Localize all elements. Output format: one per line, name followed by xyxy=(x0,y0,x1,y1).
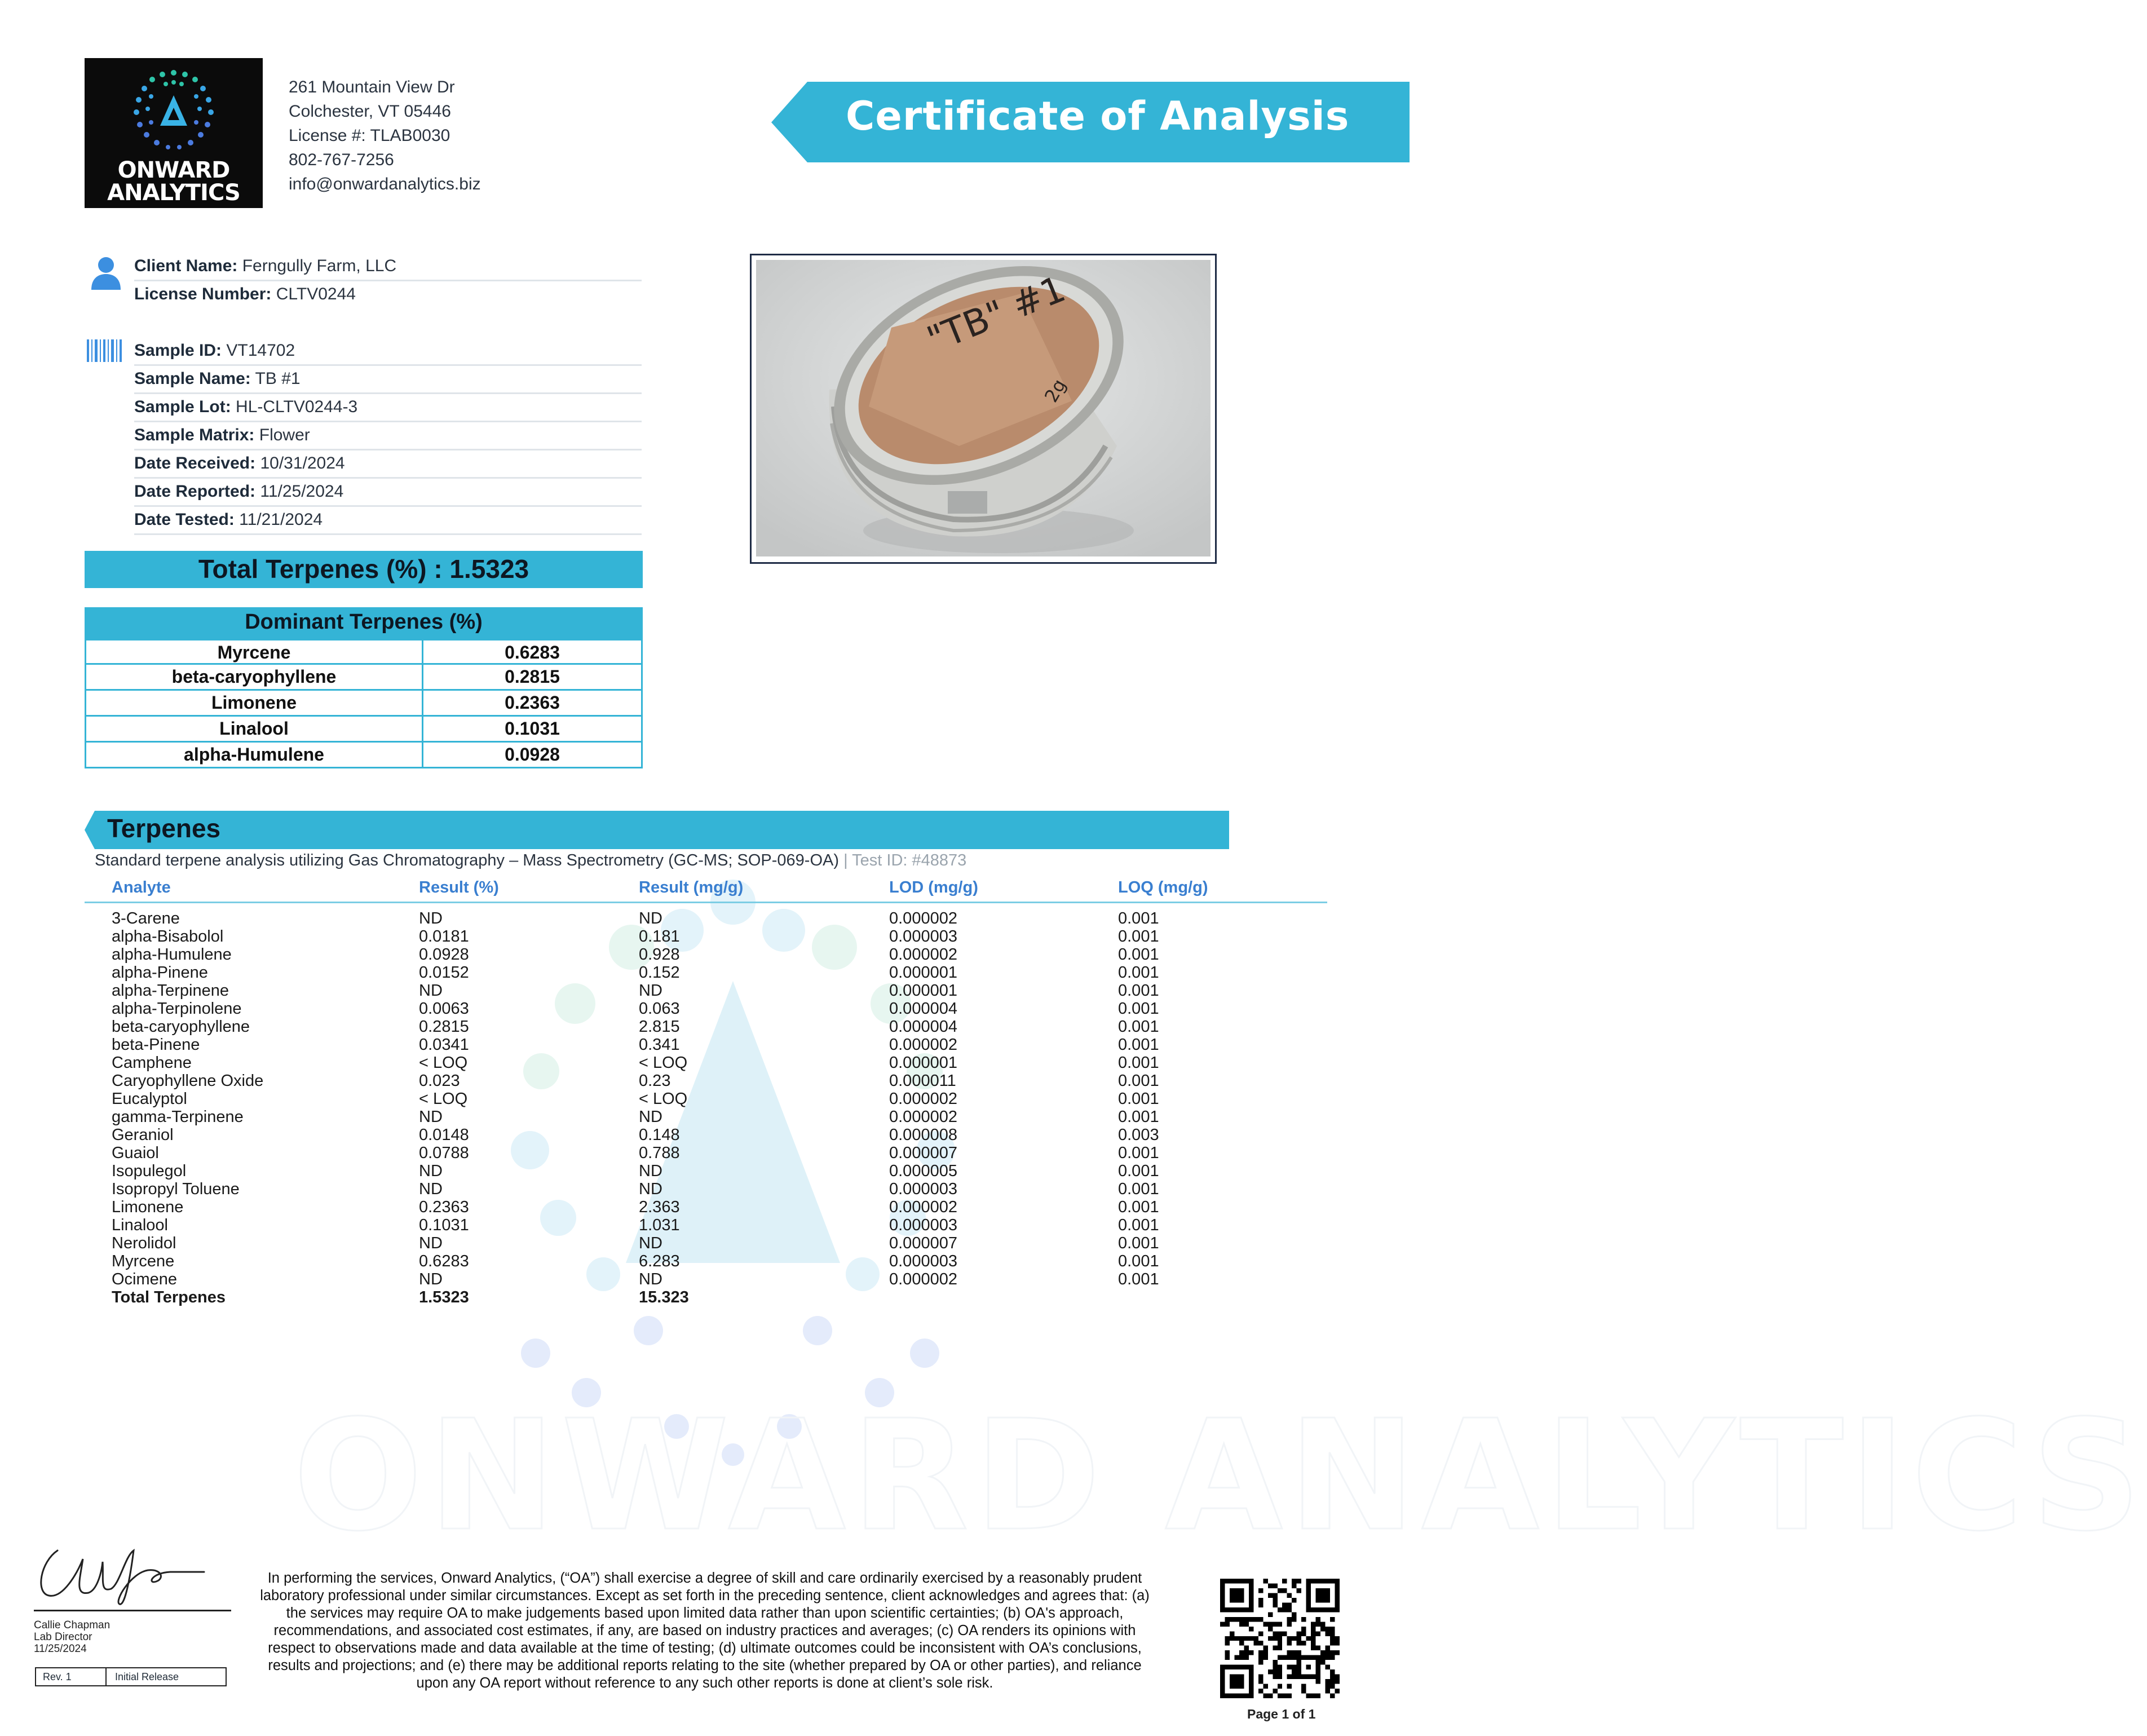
client-name-label: Client Name: xyxy=(134,257,238,275)
dominant-name: Limonene xyxy=(86,691,423,715)
column-header-result-mgg: Result (mg/g) xyxy=(639,878,744,896)
cell-loq: 0.001 xyxy=(1118,982,1159,1000)
cell-loq: 0.001 xyxy=(1118,1054,1159,1072)
cell-analyte: Nerolidol xyxy=(112,1234,176,1252)
table-row xyxy=(0,1162,1353,1180)
cell-result-percent: ND xyxy=(419,1234,443,1252)
table-row xyxy=(0,927,1353,946)
cell-loq: 0.001 xyxy=(1118,927,1159,946)
cell-loq: 0.001 xyxy=(1118,1018,1159,1036)
table-row xyxy=(0,1198,1353,1216)
cell-result-percent: 0.6283 xyxy=(419,1252,469,1270)
cell-result-percent: 0.0341 xyxy=(419,1036,469,1054)
table-row xyxy=(0,1054,1353,1072)
cell-result-percent: ND xyxy=(419,1108,443,1126)
cell-result-percent: ND xyxy=(419,1162,443,1180)
sample-photo xyxy=(756,260,1211,556)
cell-result-percent: 0.0063 xyxy=(419,1000,469,1018)
terpenes-title: Terpenes xyxy=(107,814,221,843)
revision-note: Initial Release xyxy=(115,1671,179,1682)
cell-result-percent: 0.0928 xyxy=(419,946,469,964)
cell-loq: 0.001 xyxy=(1118,1090,1159,1108)
dominant-value: 0.6283 xyxy=(505,642,560,662)
cell-result-mgg: ND xyxy=(639,1180,662,1198)
sign-date: 11/25/2024 xyxy=(34,1643,87,1655)
dominant-name: alpha-Humulene xyxy=(86,743,423,767)
date-tested-value: 11/21/2024 xyxy=(239,510,323,529)
sample-matrix-label: Sample Matrix: xyxy=(134,426,255,444)
column-header-analyte: Analyte xyxy=(112,878,171,896)
table-row xyxy=(85,665,643,691)
cell-loq: 0.001 xyxy=(1118,1072,1159,1090)
sample-name-label: Sample Name: xyxy=(134,369,251,388)
cell-result-mgg: 0.341 xyxy=(639,1036,680,1054)
cell-analyte: alpha-Pinene xyxy=(112,964,208,982)
date-received xyxy=(134,453,642,474)
cell-result-percent: 0.0788 xyxy=(419,1144,469,1162)
cell-result-percent: 0.0152 xyxy=(419,964,469,982)
table-row xyxy=(0,1108,1353,1126)
cell-lod: 0.000004 xyxy=(889,1018,957,1036)
cell-loq: 0.001 xyxy=(1118,1108,1159,1126)
dominant-name: Myrcene xyxy=(86,640,423,665)
divider xyxy=(134,364,642,366)
cell-loq: 0.001 xyxy=(1118,1198,1159,1216)
date-received-label: Date Received: xyxy=(134,454,256,472)
cell-analyte: beta-Pinene xyxy=(112,1036,200,1054)
divider xyxy=(134,449,642,450)
cell-analyte: alpha-Terpinene xyxy=(112,982,229,1000)
cell-analyte: Total Terpenes xyxy=(112,1288,226,1306)
client-name-value: Ferngully Farm, LLC xyxy=(242,257,397,275)
date-received-value: 10/31/2024 xyxy=(260,454,345,472)
client-name xyxy=(134,256,642,276)
cell-analyte: Limonene xyxy=(112,1198,184,1216)
sample-matrix xyxy=(134,425,642,445)
sample-lot xyxy=(134,397,642,417)
table-row xyxy=(0,1216,1353,1234)
cell-result-mgg: 0.152 xyxy=(639,964,680,982)
cell-loq: 0.001 xyxy=(1118,946,1159,964)
cell-result-mgg: 0.148 xyxy=(639,1126,680,1144)
sample-name xyxy=(134,369,642,389)
dominant-name: Linalool xyxy=(86,717,423,741)
dominant-value: 0.2815 xyxy=(505,666,560,687)
qr-code-icon[interactable] xyxy=(1220,1579,1340,1698)
cell-loq: 0.001 xyxy=(1118,1162,1159,1180)
dominant-name: beta-caryophyllene xyxy=(86,665,423,689)
cell-result-mgg: ND xyxy=(639,1162,662,1180)
cell-result-percent: 0.2363 xyxy=(419,1198,469,1216)
cell-lod: 0.000007 xyxy=(889,1144,957,1162)
table-row xyxy=(85,743,643,768)
cell-result-percent: ND xyxy=(419,1270,443,1288)
table-row xyxy=(0,1072,1353,1090)
cell-lod: 0.000002 xyxy=(889,946,957,964)
cell-analyte: alpha-Terpinolene xyxy=(112,1000,242,1018)
cell-result-percent: 0.2815 xyxy=(419,1018,469,1036)
cell-loq: 0.001 xyxy=(1118,909,1159,927)
sample-matrix-value: Flower xyxy=(259,426,310,444)
cell-result-mgg: 0.063 xyxy=(639,1000,680,1018)
table-row xyxy=(0,1234,1353,1252)
cell-result-mgg: 6.283 xyxy=(639,1252,680,1270)
sample-lot-value: HL-CLTV0244-3 xyxy=(236,397,358,416)
cell-analyte: beta-caryophyllene xyxy=(112,1018,250,1036)
person-icon xyxy=(88,255,124,291)
revision-number: Rev. 1 xyxy=(36,1668,107,1685)
cell-result-percent: 0.1031 xyxy=(419,1216,469,1234)
company-logo xyxy=(85,58,263,208)
cell-analyte: gamma-Terpinene xyxy=(112,1108,244,1126)
sample-jar-illustration xyxy=(756,260,1211,556)
test-id: | Test ID: #48873 xyxy=(839,851,967,869)
cell-result-percent: < LOQ xyxy=(419,1090,468,1108)
date-tested xyxy=(134,510,642,530)
total-terpenes-summary: Total Terpenes (%) : 1.5323 xyxy=(198,554,529,584)
divider xyxy=(134,280,642,281)
cell-lod: 0.000003 xyxy=(889,1180,957,1198)
cell-loq: 0.001 xyxy=(1118,1180,1159,1198)
total-row xyxy=(0,1288,1353,1306)
table-row xyxy=(0,1090,1353,1108)
cell-result-mgg: ND xyxy=(639,1234,662,1252)
divider xyxy=(134,392,642,394)
cell-lod: 0.000002 xyxy=(889,1108,957,1126)
cell-lod: 0.000001 xyxy=(889,1054,957,1072)
page-number: Page 1 of 1 xyxy=(1247,1707,1316,1721)
column-header-loq: LOQ (mg/g) xyxy=(1118,878,1208,896)
barcode-icon xyxy=(87,339,124,362)
cell-result-percent: ND xyxy=(419,982,443,1000)
sample-id-label: Sample ID: xyxy=(134,341,222,360)
cell-analyte: Guaiol xyxy=(112,1144,159,1162)
dominant-value: 0.1031 xyxy=(505,718,560,739)
table-row xyxy=(0,982,1353,1000)
date-reported-label: Date Reported: xyxy=(134,482,256,501)
cell-analyte: Caryophyllene Oxide xyxy=(112,1072,264,1090)
cell-result-mgg: 2.363 xyxy=(639,1198,680,1216)
divider xyxy=(134,505,642,507)
cell-result-percent: ND xyxy=(419,1180,443,1198)
client-license-value: CLTV0244 xyxy=(276,285,356,303)
cell-result-mgg: 0.23 xyxy=(639,1072,671,1090)
photo-weight-text: 2g xyxy=(1040,375,1071,406)
cell-lod: 0.000003 xyxy=(889,1216,957,1234)
cell-loq: 0.001 xyxy=(1118,1144,1159,1162)
cell-lod: 0.000007 xyxy=(889,1234,957,1252)
signature-line xyxy=(34,1610,231,1611)
cell-analyte: Eucalyptol xyxy=(112,1090,187,1108)
table-row xyxy=(0,964,1353,982)
cell-result-percent: 0.023 xyxy=(419,1072,460,1090)
logo-word-2: ANALYTICS xyxy=(107,180,240,206)
signer-title: Lab Director xyxy=(34,1631,92,1643)
date-reported-value: 11/25/2024 xyxy=(260,482,344,501)
dominant-value: 0.2363 xyxy=(505,692,560,713)
photo-lid-text: "TB" #1 xyxy=(921,268,1071,361)
table-row xyxy=(0,1252,1353,1270)
table-row xyxy=(0,1126,1353,1144)
email-link[interactable]: info@onwardanalytics.biz xyxy=(289,175,481,193)
cell-lod: 0.000004 xyxy=(889,1000,957,1018)
sample-name-value: TB #1 xyxy=(255,369,301,388)
divider xyxy=(134,533,642,535)
table-row xyxy=(0,1180,1353,1198)
table-row xyxy=(0,1036,1353,1054)
cell-lod: 0.000008 xyxy=(889,1126,957,1144)
cell-analyte: Isopropyl Toluene xyxy=(112,1180,240,1198)
cell-result-mgg: 0.181 xyxy=(639,927,680,946)
client-license-label: License Number: xyxy=(134,285,272,303)
cell-lod: 0.000001 xyxy=(889,982,957,1000)
cell-loq: 0.001 xyxy=(1118,1216,1159,1234)
signer-name: Callie Chapman xyxy=(34,1619,111,1631)
document-title: Certificate of Analysis xyxy=(846,93,1350,139)
cell-analyte: Myrcene xyxy=(112,1252,175,1270)
cell-lod: 0.000002 xyxy=(889,1090,957,1108)
cell-loq: 0.003 xyxy=(1118,1126,1159,1144)
sample-lot-label: Sample Lot: xyxy=(134,397,231,416)
divider xyxy=(134,421,642,422)
client-license xyxy=(134,284,642,304)
address-phone: 802-767-7256 xyxy=(289,151,394,169)
cell-result-percent: 0.0148 xyxy=(419,1126,469,1144)
cell-lod: 0.000005 xyxy=(889,1162,957,1180)
date-tested-label: Date Tested: xyxy=(134,510,235,529)
cell-result-percent: 0.0181 xyxy=(419,927,469,946)
cell-lod: 0.000002 xyxy=(889,1036,957,1054)
address-city: Colchester, VT 05446 xyxy=(289,102,451,121)
cell-analyte: Isopulegol xyxy=(112,1162,187,1180)
cell-lod: 0.000002 xyxy=(889,1198,957,1216)
disclaimer-text: In performing the services, Onward Analytics, (“OA”) shall exercise a degree of skill and care ordinarily exercised by a reasonably prudent laboratory professional under similar circumstances. Except as set forth in the preceding sentence, client acknowledges and agrees that: (a) the services may require OA to make judgements based upon limited data rather than upon scientific certainties; (b) OA's approach, recommendations, and associated cost estimates, if any, are based on industry practices and averages; (c) OA renders its opinions with respect to observations made and data available at the time of testing; (d) ultimate outcomes could be inconsistent with OA’s conclusions, results and projections; and (e) there may be additional reports relating to the site (whether prepared by OA or other parties), and reliance upon any OA report without reference to any such other reports is done at client’s sole risk. xyxy=(260,1570,1150,1691)
cell-analyte: alpha-Bisabolol xyxy=(112,927,224,946)
cell-lod: 0.000011 xyxy=(889,1072,956,1090)
cell-result-mgg: 2.815 xyxy=(639,1018,680,1036)
date-reported xyxy=(134,482,642,502)
table-row xyxy=(0,909,1353,927)
cell-result-mgg: 15.323 xyxy=(639,1288,689,1306)
address-street: 261 Mountain View Dr xyxy=(289,78,455,96)
cell-lod: 0.000001 xyxy=(889,964,957,982)
table-row xyxy=(0,1270,1353,1288)
table-row xyxy=(0,1144,1353,1162)
method-text: Standard terpene analysis utilizing Gas Chromatography – Mass Spectrometry (GC-MS; SOP-069-OA) xyxy=(95,851,840,869)
cell-analyte: 3-Carene xyxy=(112,909,180,927)
cell-lod: 0.000003 xyxy=(889,927,957,946)
table-row xyxy=(0,1018,1353,1036)
cell-loq: 0.001 xyxy=(1118,1036,1159,1054)
cell-lod: 0.000002 xyxy=(889,1270,957,1288)
logo-mark-icon xyxy=(129,68,219,153)
cell-result-percent: < LOQ xyxy=(419,1054,468,1072)
cell-result-mgg: 0.788 xyxy=(639,1144,680,1162)
cell-lod: 0.000002 xyxy=(889,909,957,927)
cell-result-mgg: < LOQ xyxy=(639,1090,688,1108)
table-row xyxy=(85,639,643,665)
cell-loq: 0.001 xyxy=(1118,1000,1159,1018)
logo-word-1: ONWARD xyxy=(117,157,230,183)
column-header-result-percent: Result (%) xyxy=(419,878,499,896)
table-row xyxy=(0,946,1353,964)
sample-id-value: VT14702 xyxy=(226,341,295,360)
cell-analyte: Geraniol xyxy=(112,1126,174,1144)
address-email[interactable] xyxy=(289,173,481,196)
cell-result-percent: 1.5323 xyxy=(419,1288,469,1306)
cell-lod: 0.000003 xyxy=(889,1252,957,1270)
cell-result-mgg: 0.928 xyxy=(639,946,680,964)
cell-analyte: alpha-Humulene xyxy=(112,946,232,964)
table-row xyxy=(85,691,643,717)
cell-result-percent: ND xyxy=(419,909,443,927)
cell-loq: 0.001 xyxy=(1118,1234,1159,1252)
address-license: License #: TLAB0030 xyxy=(289,126,450,145)
divider xyxy=(134,477,642,479)
watermark-text: ONWARD ANALYTICS xyxy=(293,1387,2147,1565)
dominant-terpenes-title: Dominant Terpenes (%) xyxy=(245,610,483,634)
table-row xyxy=(85,717,643,743)
cell-loq: 0.001 xyxy=(1118,1252,1159,1270)
cell-result-mgg: < LOQ xyxy=(639,1054,688,1072)
cell-result-mgg: ND xyxy=(639,1108,662,1126)
cell-analyte: Ocimene xyxy=(112,1270,178,1288)
signature-icon xyxy=(35,1539,215,1607)
cell-analyte: Linalool xyxy=(112,1216,168,1234)
cell-result-mgg: 1.031 xyxy=(639,1216,680,1234)
cell-loq: 0.001 xyxy=(1118,964,1159,982)
cell-result-mgg: ND xyxy=(639,982,662,1000)
column-header-lod: LOD (mg/g) xyxy=(889,878,978,896)
dominant-value: 0.0928 xyxy=(505,744,560,765)
table-row xyxy=(0,1000,1353,1018)
sample-id xyxy=(134,341,642,361)
cell-result-mgg: ND xyxy=(639,909,662,927)
terpenes-description xyxy=(95,851,966,870)
cell-analyte: Camphene xyxy=(112,1054,192,1072)
header-divider xyxy=(85,902,1327,903)
cell-result-mgg: ND xyxy=(639,1270,662,1288)
cell-loq: 0.001 xyxy=(1118,1270,1159,1288)
revision-box xyxy=(35,1667,227,1686)
terpenes-banner xyxy=(85,811,1229,849)
